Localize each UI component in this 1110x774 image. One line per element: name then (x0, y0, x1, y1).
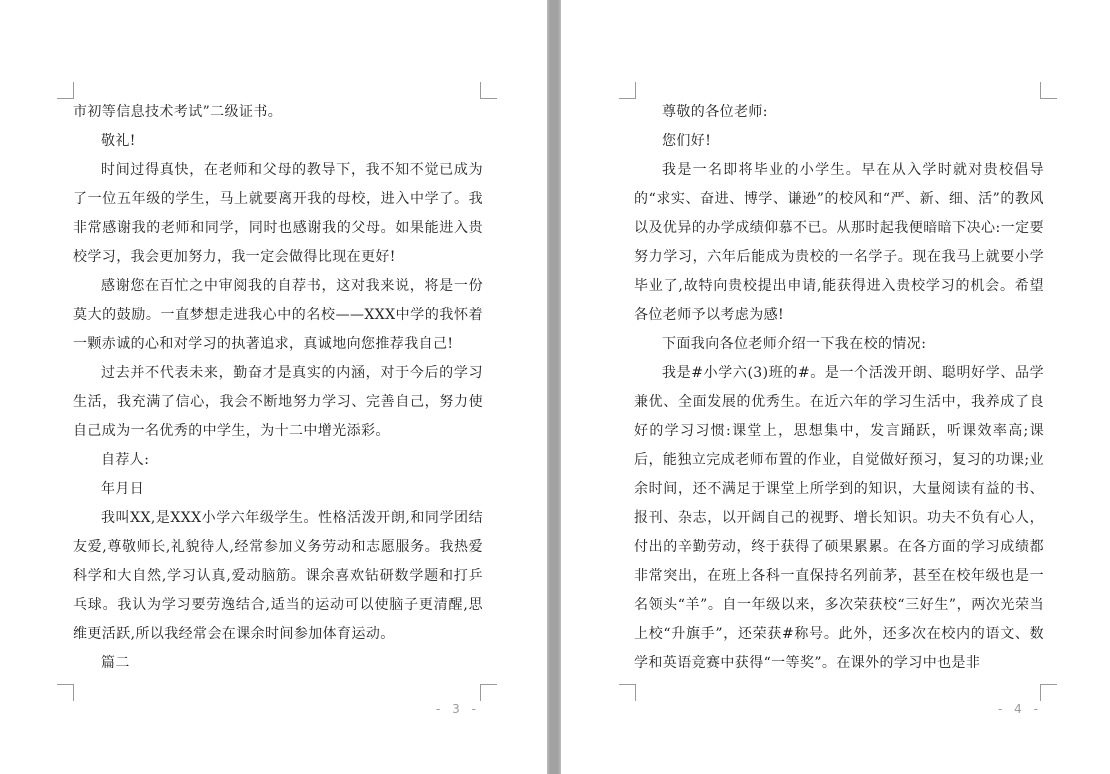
paragraph: 感谢您在百忙之中审阅我的自荐书，这对我来说，将是一份莫大的鼓励。一直梦想走进我心中的名校——XXX中学的我怀着一颗赤诚的心和对学习的执著追求，真诚地向您推荐我自己! (73, 278, 483, 352)
page-number: - 3 - (436, 702, 480, 716)
paragraph: 篇二 (101, 655, 130, 671)
paragraph: 市初等信息技术考试”二级证书。 (73, 104, 283, 120)
page-number: - 4 - (998, 702, 1042, 716)
paragraph: 我是一名即将毕业的小学生。早在从入学时就对贵校倡导的“求实、奋进、博学、谦逊”的校风和“严、新、细、活”的教风以及优异的办学成绩仰慕不已。从那时起我便暗暗下决心:一定要努力学习，六年后能成为贵校的一名学子。现在我马上就要小学毕业了,故特向贵校提出申请,能获得进入贵校学习的机会。希望各位老师予以考虑为感! (634, 162, 1044, 323)
page-body-text (73, 98, 483, 678)
paragraph: 尊敬的各位老师: (662, 104, 768, 120)
paragraph: 过去并不代表未来，勤奋才是真实的内涵，对于今后的学习生活，我充满了信心，我会不断地努力学习、完善自己，努力使自己成为一名优秀的中学生，为十二中增光添彩。 (73, 365, 483, 439)
paragraph: 时间过得真快，在老师和父母的教导下，我不知不觉已成为了一位五年级的学生，马上就要离开我的母校，进入中学了。我非常感谢我的老师和同学，同时也感谢我的父母。如果能进入贵校学习，我会更加努力，我一定会做得比现在更好! (73, 162, 483, 265)
paragraph: 敬礼! (101, 133, 136, 149)
paragraph: 我叫XX,是XXX小学六年级学生。性格活泼开朗,和同学团结友爱,尊敬师长,礼貌待人,经常参加义务劳动和志愿服务。我热爱科学和大自然,学习认真,爱动脑筋。课余喜欢钻研数学题和打乒乓球。我认为学习要劳逸结合,适当的运动可以使脑子更清醒,思维更活跃,所以我经常会在课余时间参加体育运动。 (73, 510, 483, 642)
paragraph: 自荐人: (101, 452, 150, 468)
paragraph: 下面我向各位老师介绍一下我在校的情况: (662, 336, 927, 352)
paragraph: 我是#小学六(3)班的#。是一个活泼开朗、聪明好学、品学兼优、全面发展的优秀生。在近六年的学习生活中，我养成了良好的学习习惯:课堂上，思想集中，发言踊跃，听课效率高;课后，能独立完成老师布置的作业，自觉做好预习，复习的功课;业余时间，还不满足于课堂上所学到的知识，大量阅读有益的书、报刊、杂志，以开阔自己的视野、增长知识。功夫不负有心人，付出的辛勤劳动，终于获得了硕果累累。在各方面的学习成绩都非常突出，在班上各科一直保持名列前茅，甚至在校年级也是一名领头“羊”。自一年级以来，多次荣获校“三好生”，两次光荣当上校“升旗手”，还荣获#称号。此外，还多次在校内的语文、数学和英语竞赛中获得“一等奖”。在课外的学习中也是非 (634, 365, 1044, 671)
page-gap (547, 0, 561, 774)
paragraph: 年月日 (101, 481, 145, 497)
page-body-text (634, 98, 1044, 678)
paragraph: 您们好! (662, 133, 712, 149)
